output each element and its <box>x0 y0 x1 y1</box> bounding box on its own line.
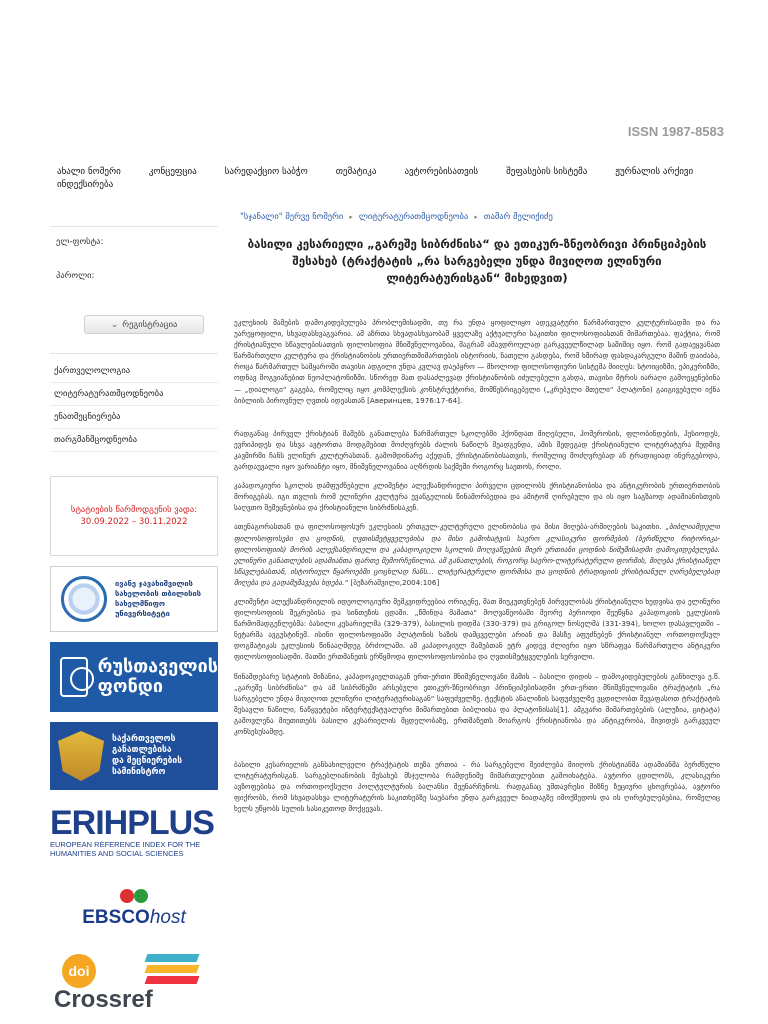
nav-topics[interactable]: თემატიკა <box>335 167 377 177</box>
crossref-bars-icon <box>146 954 198 984</box>
citation-reference: [ბეზარაშვილი,2004:106] <box>350 577 440 587</box>
article-paragraph <box>234 521 720 588</box>
email-field[interactable]: ელ-ფოსტა: <box>56 237 104 247</box>
erihplus-wordmark: ERIHPLUS <box>50 804 214 842</box>
quotation: „ბიბლიამდელი ფილოსოფოსები და ცოდნის, ღვთისმეტყველებისა და მისი გამოხატვის საერო კლასიკური ფორმების (ბერძნული რიტორიკა-ფილოსოფიის) მორის ალექსანდრიელი და კაბადოკიელი სკოლის მოღვაწეების მიერ ერთიანი ცოდნის ნიმუშისადმი დამოკიდებულება. ელინური განათლების ადამიანთა ფართე შემორჩენილია. ამ განათლების, როგორც საერო-ლიტერატურული ფორმის, მიღება ქრისტიანულ სწავლებასთან, ისტორიულ წყაროებში ცოცხლად ჩანს... ლიტერატურული ფორმისა და ცოდნის ტრადიციის ქრისტიანულ ღირებულებად მიღება და გადამუშავება ხდება.“ <box>234 522 720 587</box>
rustaveli-logo-text: რუსთაველის ფონდი <box>97 656 218 697</box>
register-button[interactable] <box>84 315 204 334</box>
nav-new-issue[interactable]: ახალი ნომერი <box>57 167 121 177</box>
tsu-logo-text: ივანე ჯავახიშვილის სახელობის თბილისის სახელმწიფო უნივერსიტეტი <box>115 579 202 618</box>
chevron-down-icon: ⌄ <box>110 319 119 330</box>
menu-item-literary-studies[interactable]: ლიტერატურათმცოდნეობა <box>50 383 218 406</box>
rustaveli-foundation-logo[interactable] <box>50 642 218 712</box>
login-box <box>50 227 218 353</box>
password-field[interactable]: პაროლი: <box>56 271 95 281</box>
breadcrumb-section-link[interactable]: ლიტერატურათმცოდნეობა <box>358 212 469 222</box>
deadline-label: სტატიების წარმოდგენის ვადა: <box>70 505 198 515</box>
article-title: ბასილი კესარიელი „გარეშე სიბრძნისა“ და ეთიკურ-ზნეობრივი პრინციპების შესახებ (ტრაქტატის „რა სარგებელი უნდა მივიღოთ ელინური ლიტერატურისგან“ მიხედვით) <box>247 237 707 285</box>
ebsco-mark-icon <box>114 885 154 907</box>
doi-icon: doi <box>62 954 96 988</box>
breadcrumb-issue-link[interactable]: "სჯანალი" მერვე ნომერი <box>240 212 344 222</box>
breadcrumb-author-link[interactable]: თამარ მელიქიძე <box>483 212 553 222</box>
breadcrumb <box>240 212 553 222</box>
article-paragraph: კლიმენტი ალექსანდრიელის იდეოლოგიური მემკვიდრეებია ორიგენე, მათ მიუკუთვნებენ პირველობას ქრისტიანული ხედვისა და ელინური ფილოსოფიის შეკრებისა და სინთეზის ცდაში. „წმინდა მამათა“ მოღვაწეობაში მეორე პერიოდი შეუწყნა კაპადოკიის ეკლესიის წარმომადგენლებმა: ბასილი კესარიელმა (329-379), ბასილის დიდმა (330-379) და გრიგოლ ნოსელმა (331-394), ხოლო დასავლეთში – ნეტარმა ავგუსტინემ. ისინი ფილოსოფიაში პლატონის ხაზის დამცველები არიან და მასზე აფუძნებენ ქრისტიანულ ორთოდოქსულ დოგმატიკას ეკლესიის წინააღმდეგ ბრძოლაში. ამ კაპადოკიელ მამებთან ეტრ კიდევ ძლიერი იყო სწრაფვა წარმართული ანტიკური ფილოსოფიისადმი. მათში ერთმანეთს ერწყმოდა ფილოსოფოსობისა და ღვთისმეტყველების სურვილი. <box>234 596 720 662</box>
nav-editorial-board[interactable]: სარედაქციო საბჭო <box>224 167 308 177</box>
ebsco-wordmark: EBSCOhost <box>82 907 186 928</box>
paragraph-lead: ათენაგორასთან და ფილოსოფოსურ ეკლესიის ერთგულ-კულტურული ელინობისა და მისი მიღება-არმიღების საკითხი. <box>234 522 662 532</box>
chevron-right-icon: ▸ <box>349 213 353 221</box>
submission-deadline-banner <box>50 476 218 556</box>
sidebar <box>50 226 218 1020</box>
menu-item-kartvelology[interactable]: ქართველოლოგია <box>50 360 218 383</box>
erihplus-logo[interactable]: ERIHPLUS EUROPEAN REFERENCE INDEX FOR THE HUMANITIES AND SOCIAL SCIENCES <box>50 804 214 858</box>
article-paragraph: წინამდებარე სტატიის მიზანია, კაპადოკიელთაგან ერთ-ერთი მნიშვნელოვანი მამის – ბასილი დიდის – დამოკიდებულების განხილვა ე.წ. „გარეშე სიბრძნისა“ და ამ სიბრძნეში არსებული ეთიკურ-ზნეობრივი პრინციპებისადმი ერთ-ერთი მნიშვნელოვანი ტრაქტატის „რა სარგებელი უნდა მივიღოთ ელინური ლიტერატურისაგან“ საფუძველზე. ტექსტის ანალიზის საფუძველზე ვცდილობთ შევაფასოთ ტრაქტატის შესავლი ნაწილი, ნაწყვეტები ინტერტექსტუალური მიმართებით ბიბლიისა და პლატონისას[1]. ამგვარი მიმართებების (ალუზია, ციტატა) გამოვლენა მიუთითებს ბასილი კესარიელის მცდელობაზე, ერთმანეთს მოარგოს ქრისტიანობა და ანტიკურობა, მივიდეს გარკვეულ კონსესუსამდე. <box>234 671 720 736</box>
sidebar-divider <box>50 353 218 354</box>
issn-number: ISSN 1987-8583 <box>627 124 724 139</box>
section-menu <box>50 360 218 452</box>
deadline-dates: 30.09.2022 – 30.11.2022 <box>80 517 188 527</box>
ebsco-logo[interactable] <box>50 874 218 940</box>
article-paragraph: კაპადოკიური სკოლის დამფუძნებელი კლიმენტი ალექსანდრიელი პირველი ცდილობს ქრისტიანობისა და ანტიკურობის ურთიერთობის მორიგებას. იგი თვლის რომ ელინური კულტურა ევანგელიის წინამორბედია და ამიტომ ღირებული და ის იყო საგზაოდ ადამიანისთვის საღვთო შემეცნებისა და ქრისტიანული სიბრძნისაკენ. <box>234 481 720 513</box>
nav-journal-archive[interactable]: ჟურნალის არქივი <box>615 167 694 177</box>
university-seal-icon <box>61 576 107 622</box>
tsu-logo[interactable] <box>50 566 218 632</box>
ministry-logo-text: საქართველოს განათლებისა და მეცნიერების სამინისტრო <box>112 734 183 777</box>
article-paragraph: რადგანაც პირველ ქრისტიან მამებს განათლება წარმართულ სკოლებში ჰქონდათ მიღებული, ჰომეროსის, ფლობინდების, ჰესიოდეს, ევრიპიდეს და სხვა ავტორთა მოდგმებით მოძღვრებს ძალის ნაწილს შეადგენდა, ამის შედეგად ქრისტიანული ლიტერატურა მუდმივ კავშირში ჩანს ელინურ კულტურასთან. გამომდინარე აქედან, ქრისტიანობისათვის, რომელიც მოძღვრებად ან ტრადიციად ინერგებოდა, გარდაუვალი იყო ვარიანტი იყო, მნიშვნელოვანია აღზრდის საქმეში როგორც საეთოს, როლი. <box>234 428 720 472</box>
crossref-logo[interactable] <box>50 950 218 1020</box>
article <box>234 236 720 815</box>
ministry-of-education-logo[interactable] <box>50 722 218 790</box>
nav-indexing[interactable]: ინდექსირება <box>57 180 114 190</box>
main-navigation <box>57 166 717 192</box>
nav-for-authors[interactable]: ავტორებისათვის <box>404 167 479 177</box>
article-paragraph: ბასილი კესარიელის განსახილველი ტრაქტატის თეზა ერთია – რა სარგებელი შეიძლება მიიღოს ქრისტიანმა ადამიანმა ბერძნული ლიტერატურისგან. სარგებლიანობის შესახებ მსჯელობა რამდენიმე მიმართულებით გამოიხატება. ავტორი ცდილობს, კლასიკური ავზოფებისა და ორთოდოქსული პოლტულტურის ბალანსი შეუნარჩუნოს. რადგანაც უმთავრესი მიზნე ზეციური ცხოვრებაა, ავტორი ფიქრობს, რომ სხვადასხვა ლიტერატურის საკითხებზე საუბარი უნდა გარკვეულ ნიადაგზე იმოქმედოს და ის ღირებულებებია, რომელიც ხელს უწყობს სულის სასიკეთოდ მოქცევას. <box>234 760 720 814</box>
menu-item-translation-studies[interactable]: თარგმანმცოდნეობა <box>50 429 218 452</box>
article-paragraph: ეკლესიის მამების დამოკიდებულება პრობლემისადმი, თუ რა უნდა ყოფილიყო ადეკვატური წარმართული კულტურისადმი და რა უარეყოფილი, სხვადასხვაგვარია. ამ აზრთა სხვადასხვაობამ ყველაზე აქტუალური საკითხი ფილოსოფიასთან მიმართებაა. ფაქტია, რომ ქრისტიანული სწავლებისათვის ფილოსოფია მნიშვნელოვანია, მაგრამ ამავდროულად გარკვეულწილად საშიშიც იყო. რომ გადაეყვანათ წარმართული კულტურა და ქრისტიანობის ურთიერთმიმართების ისტორიის, ნათელი გახდება, რომ ხშირად ფასდაკარგული მაშინ დაიძაბა, როცა წარმართულ სამყაროში თავისი ადგილი უნდა კვლავ დაეპყრო — მხოლოდ ფილოსოფიური სისტემა მიიღეს: სტოიციზმი, ეპიკურიზმი, ოდნავ მოგვიანებით ნეოპლატონიზმი. სწორედ მათ დასაძლევად ქრისტიანობის იძულებული გახდა, თავისი მტრის იარაღი გამოეყენებინა — „დიალოგი“ გაგება, რომელიც იყო კომპლექსის კონსტრუქტორი, მომწესრიგებელი („კრებული მთელი“ პლატონი) გაიგივებული იქნა ბიბლიის პიროვნულ ღვთის იდეასთან [Аверинцев, 1976:17-64]. <box>234 318 720 405</box>
nav-review-system[interactable]: შეფასების სისტემა <box>506 167 588 177</box>
crossref-wordmark: Crossref <box>54 986 153 1013</box>
rustaveli-emblem-icon <box>60 657 88 697</box>
menu-item-linguistics[interactable]: ენათმეცნიერება <box>50 406 218 429</box>
coat-of-arms-icon <box>58 731 104 781</box>
chevron-right-icon: ▸ <box>474 213 478 221</box>
nav-concept[interactable]: კონცეფცია <box>148 167 197 177</box>
register-label: რეგისტრაცია <box>122 319 178 330</box>
